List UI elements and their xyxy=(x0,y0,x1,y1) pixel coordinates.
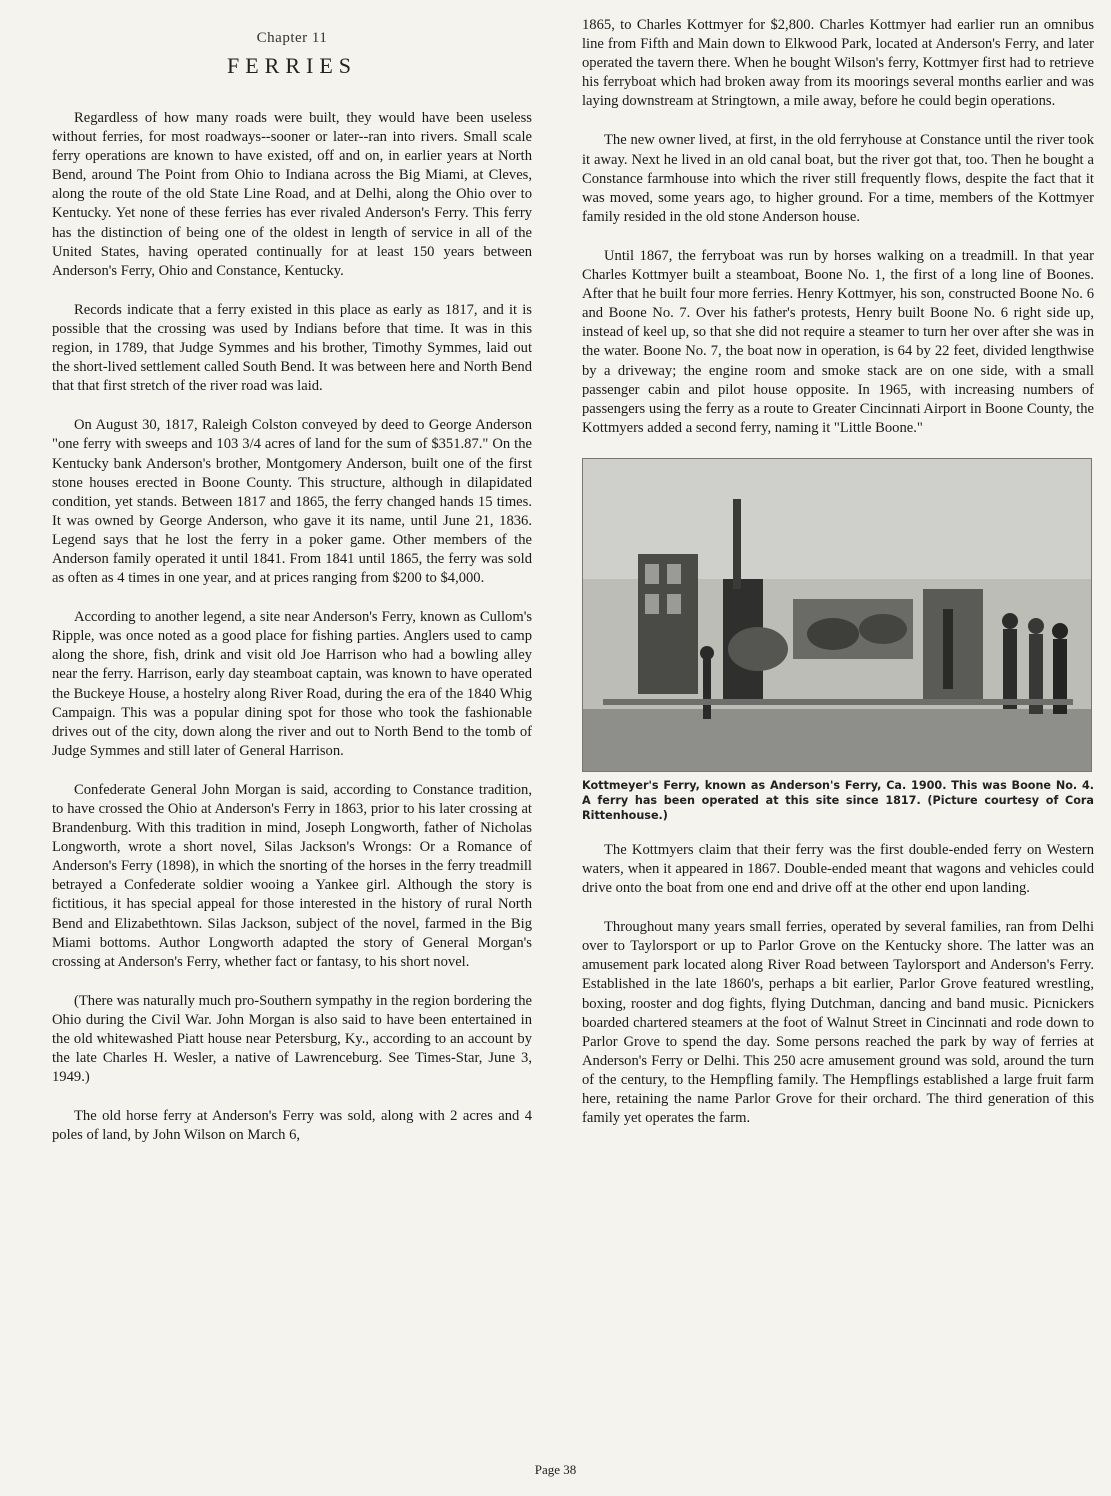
photo-caption: Kottmeyer's Ferry, known as Anderson's Ferry, Ca. 1900. This was Boone No. 4. A ferry has been operated at this site since 1817. (Picture courtesy of Cora Rittenhouse.) xyxy=(582,778,1094,822)
paragraph: The old horse ferry at Anderson's Ferry was sold, along with 2 acres and 4 poles of land, by John Wilson on March 6, xyxy=(52,1108,532,1144)
page-number: Page 38 xyxy=(534,1462,577,1477)
chapter-label: Chapter 11 xyxy=(256,30,328,46)
paragraph: The Kottmyers claim that their ferry was the first double-ended ferry on Western waters, when it appeared in 1867. Double-ended meant that wagons and vehicles could drive onto the boat from one end and drive off at the other end upon landing. xyxy=(582,841,1094,897)
paragraph: Throughout many years small ferries, operated by several families, ran from Delhi over to Taylorsport or up to Parlor Grove on the Kentucky shore. The latter was an amusement park located along River Road between Taylorsport and Anderson's Ferry. Established in the late 1860's, perhaps a bit earlier, Parlor Grove featured wrestling, boxing, rooster and dog fights, flying Dutchman, dancing and band music. Picnickers boarded chartered steamers at the foot of Walnut Street in Cincinnati and rode down to Parlor Grove to spend the day. Some persons reached the park by way of ferries at Anderson's Ferry or Delhi. This 250 acre amusement ground was sold, around the turn of the century, to the Hempfling family. The Hempflings established a large fruit farm here, retaining the name Parlor Grove for their orchard. The third generation of this family yet operates the farm. xyxy=(582,919,1094,1127)
paragraph: 1865, to Charles Kottmyer for $2,800. Charles Kottmyer had earlier run an omnibus line from Fifth and Main down to Elkwood Park, located at Anderson's Ferry, and later operated the tavern there. When he bought Wilson's ferry, Kottmyer first had to retrieve his ferryboat which had broken away from its moorings several months earlier and was laying downstream at Stringtown, a mile away, before he could begin operations. xyxy=(582,17,1094,110)
paragraph: The new owner lived, at first, in the old ferryhouse at Constance until the river took it away. Next he lived in an old canal boat, but the river got that, too. Then he bought a Constance farmhouse into which the river still frequently flows, despite the fact that it was moved, some years ago, to higher ground. For a time, members of the Kottmyer family resided in the old stone Anderson house. xyxy=(582,132,1094,225)
chapter-title: FERRIES xyxy=(226,53,358,78)
paragraph: Until 1867, the ferryboat was run by horses walking on a treadmill. In that year Charles Kottmyer built a steamboat, Boone No. 1, the first of a long line of Boones. After that he built four more ferries. Henry Kottmyer, his son, constructed Boone No. 6 and Boone No. 7. Over his father's protests, Henry built Boone No. 6 right side up, instead of keel up, so that she did not require a steamer to turn her over after she was in the water. Boone No. 7, the boat now in operation, is 64 by 22 feet, divided lengthwise by a driveway; the engine room and smoke stack are on one side, with a small passenger cabin and pilot house opposite. In 1965, with increasing numbers of passengers using the ferry as a route to Greater Cincinnati Airport in Boone County, the Kottmyers added a second ferry, naming it "Little Boone." xyxy=(582,247,1094,436)
right-column xyxy=(582,0,1094,1148)
paragraph: Regardless of how many roads were built, they would have been useless without ferries, for most roadways--sooner or later--ran into rivers. Small scale ferry operations are known to have existed, off and on, in earlier years at North Bend, around The Point from Ohio to Indiana across the Big Miami, at Cleves, along the route of the old State Line Road, and at Delhi, along the Ohio over to Kentucky. Yet none of these ferries has ever rivaled Anderson's Ferry. This ferry has the distinction of being one of the oldest in length of service in all of the United States, having operated continually for at least 150 years between Anderson's Ferry, Ohio and Constance, Kentucky. xyxy=(52,110,532,279)
left-column xyxy=(52,0,532,1166)
ferry-photo xyxy=(582,458,1092,772)
paragraph: According to another legend, a site near Anderson's Ferry, known as Cullom's Ripple, was once noted as a good place for fishing parties. Anglers used to camp along the shore, fish, drink and visit old Joe Harrison who had a bowling alley near the ferry. Harrison, early day steamboat captain, was known to have operated the Buckeye House, a hostelry along River Road, during the era of the 1840 Whig Campaign. This was a popular dining spot for those who took the fashionable drives out of the city, down along the river and out to North Bend to the tomb of Judge Symmes and still later of General Harrison. xyxy=(52,609,532,759)
ferry-photo-illustration xyxy=(583,459,1091,771)
paragraph: On August 30, 1817, Raleigh Colston conveyed by deed to George Anderson "one ferry with sweeps and 103 3/4 acres of land for the sum of $351.87." On the Kentucky bank Anderson's brother, Montgomery Anderson, built one of the first stone houses erected in Boone County. This structure, although in dilapidated condition, yet stands. Between 1817 and 1865, the ferry changed hands 15 times. It was owned by George Anderson, who gave it its name, until June 21, 1836. Legend says that he lost the ferry in a poker game. Other members of the Anderson family operated it until 1841. From 1841 until 1865, the ferry was sold as often as 4 times in one year, and at prices ranging from $200 to $4,000. xyxy=(52,417,532,587)
paragraph: (There was naturally much pro-Southern sympathy in the region bordering the Ohio during the Civil War. John Morgan is also said to have been entertained in the old whitewashed Piatt house near Petersburg, Ky., according to an account by the late Charles H. Wesler, a native of Lawrenceburg. See Times-Star, June 3, 1949.) xyxy=(52,992,532,1086)
paragraph: Confederate General John Morgan is said, according to Constance tradition, to have crossed the Ohio at Anderson's Ferry in 1863, prior to his later crossing at Brandenburg. With this tradition in mind, Joseph Longworth, father of Nicholas Longworth, wrote a short novel, Silas Jackson's Wrongs: Or a Romance of Anderson's Ferry (1898), in which the snorting of the horses in the ferry treadmill betrayed a Confederate soldier wooing a Yankee girl. Although the story is fictitious, it has special appeal for those interested in the history of rural North Bend and Elizabethtown. Silas Jackson, subject of the novel, farmed in the Big Miami bottoms. Author Longworth adapted the story of General Morgan's crossing at Anderson's Ferry, whether fact or fantasy, to his short novel. xyxy=(52,781,532,970)
paragraph: Records indicate that a ferry existed in this place as early as 1817, and it is possible that the crossing was used by Indians before that time. It was in this region, in 1789, that Judge Symmes and his brother, Timothy Symmes, laid out the short-lived settlement called South Bend. It was between here and North Bend that that first stretch of the river road was laid. xyxy=(52,301,532,395)
